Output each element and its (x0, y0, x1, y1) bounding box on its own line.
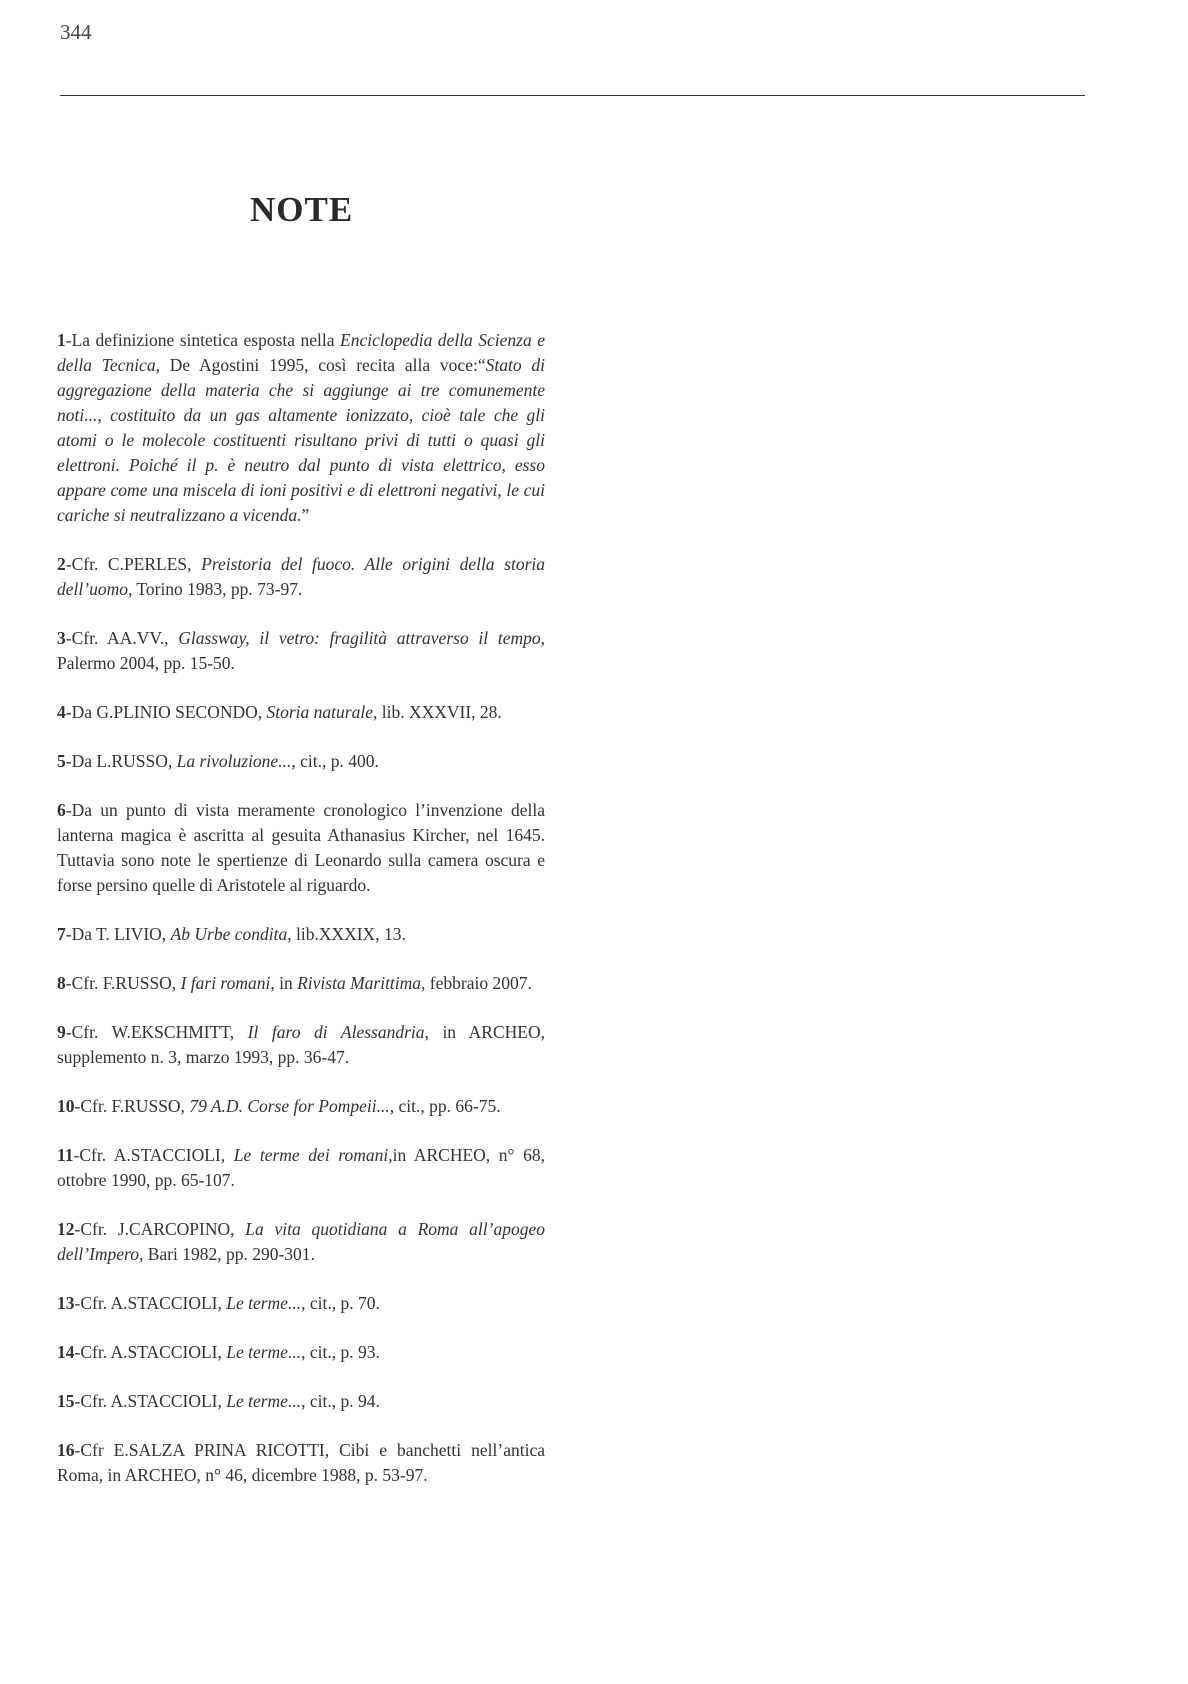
footnote-number: 2 (57, 554, 66, 574)
footnote-2 (57, 552, 545, 602)
footnote-citation-italic: I fari romani (180, 973, 271, 993)
footnote-citation-italic: Le terme... (226, 1391, 302, 1411)
footnote-text: -Cfr. J.CARCOPINO, (74, 1219, 246, 1239)
footnote-text: , in ARCHEO, supplemento n. 3, marzo 1993, pp. 36-47. (57, 1022, 545, 1067)
footnote-number: 9 (57, 1022, 66, 1042)
footnote-text: ” (301, 505, 310, 525)
footnote-number: 10 (57, 1096, 75, 1116)
footnote-citation-italic: Il faro di Alessandria (247, 1022, 425, 1042)
footnote-text: -Cfr E.SALZA PRINA RICOTTI, Cibi e banchetti nell’antica Roma, in ARCHEO, n° 46, dicembre 1988, p. 53-97. (57, 1440, 545, 1485)
footnote-9 (57, 1020, 545, 1070)
footnote-citation-italic: Stato di aggregazione della materia che si aggiunge ai tre comunemente noti..., costituito da un gas altamente ionizzato, cioè tale che gli atomi o le molecole costituenti risultano privi di tutti o quasi gli elettroni. Poiché il p. è neutro dal punto di vista elettrico, esso appare come una miscela di ioni positivi e di elettroni negativi, le cui cariche si neutralizzano a vicenda. (57, 355, 545, 525)
footnote-citation-italic: Glassway, il vetro: fragilità attraverso il tempo (178, 628, 541, 648)
header-rule (60, 95, 1085, 96)
footnote-number: 16 (57, 1440, 75, 1460)
footnote-citation-italic: Preistoria del fuoco. Alle origini della storia dell’uomo, (57, 554, 545, 599)
footnote-8 (57, 971, 545, 996)
footnote-text: -Da G.PLINIO SECONDO, (65, 702, 267, 722)
footnote-text: -La definizione sintetica esposta nella (65, 330, 340, 350)
footnote-text: Bari 1982, pp. 290-301. (143, 1244, 315, 1264)
footnote-text: , cit., p. 94. (301, 1391, 380, 1411)
footnote-number: 13 (57, 1293, 75, 1313)
footnote-text: -Cfr. AA.VV., (65, 628, 179, 648)
footnote-citation-italic: Le terme dei romani, (233, 1145, 393, 1165)
footnote-text: , lib. XXXVII, 28. (372, 702, 502, 722)
footnote-text: -Cfr. F.RUSSO, (65, 973, 181, 993)
footnote-number: 7 (57, 924, 66, 944)
footnote-number: 8 (57, 973, 66, 993)
footnote-text: -Da un punto di vista meramente cronologico l’invenzione della lanterna magica è ascritta al gesuita Athanasius Kircher, nel 1645. Tuttavia sono note le spertienze di Leonardo sulla camera oscura e forse persino quelle di Aristotele al riguardo. (57, 800, 545, 895)
footnote-citation-italic: Storia naturale (266, 702, 373, 722)
footnote-number: 12 (57, 1219, 75, 1239)
footnote-4 (57, 700, 545, 725)
footnote-6 (57, 798, 545, 898)
footnote-text: -Cfr. W.EKSCHMITT, (65, 1022, 248, 1042)
footnote-citation-italic: La rivoluzione... (176, 751, 292, 771)
footnote-citation-italic: La vita quotidiana a Roma all’apogeo dell’Impero, (57, 1219, 545, 1264)
footnote-number: 5 (57, 751, 66, 771)
footnote-number: 11 (57, 1145, 74, 1165)
footnote-15 (57, 1389, 545, 1414)
footnote-number: 4 (57, 702, 66, 722)
footnote-1 (57, 328, 545, 528)
footnote-text: , cit., p. 70. (301, 1293, 380, 1313)
footnote-14 (57, 1340, 545, 1365)
footnote-text: -Cfr. A.STACCIOLI, (74, 1391, 227, 1411)
footnote-citation-italic: Rivista Marittima, (297, 973, 426, 993)
footnote-text: -Cfr. F.RUSSO, (74, 1096, 190, 1116)
footnote-text: -Da T. LIVIO, (65, 924, 171, 944)
footnote-text: -Cfr. A.STACCIOLI, (74, 1342, 227, 1362)
footnote-number: 15 (57, 1391, 75, 1411)
footnote-3 (57, 626, 545, 676)
footnote-citation-italic: Le terme... (226, 1342, 302, 1362)
footnote-7 (57, 922, 545, 947)
footnote-text: , De Agostini 1995, così recita alla voce:“ (155, 355, 486, 375)
footnote-citation-italic: 79 A.D. Corse for Pompeii... (189, 1096, 390, 1116)
footnote-text: lib.XXXIX, 13. (291, 924, 406, 944)
footnote-text: -Cfr. A.STACCIOLI, (74, 1293, 227, 1313)
page-title: NOTE (250, 190, 354, 229)
footnote-citation-italic: Le terme... (226, 1293, 302, 1313)
footnote-number: 3 (57, 628, 66, 648)
footnote-text: , Palermo 2004, pp. 15-50. (57, 628, 545, 673)
footnote-text: , in (270, 973, 298, 993)
footnote-number: 14 (57, 1342, 75, 1362)
footnote-5 (57, 749, 545, 774)
footnote-text: Torino 1983, pp. 73-97. (132, 579, 303, 599)
footnote-citation-italic: Ab Urbe condita, (170, 924, 292, 944)
footnote-number: 1 (57, 330, 66, 350)
page-number: 344 (60, 20, 92, 44)
footnote-text: -Da L.RUSSO, (65, 751, 177, 771)
footnote-12 (57, 1217, 545, 1267)
notes-list (57, 328, 545, 1512)
footnote-16 (57, 1438, 545, 1488)
footnote-citation-italic: Enciclopedia della Scienza e della Tecnica (57, 330, 545, 375)
footnote-text: febbraio 2007. (425, 973, 532, 993)
footnote-text: , cit., p. 400. (291, 751, 379, 771)
footnote-text: -Cfr. A.STACCIOLI, (73, 1145, 234, 1165)
footnote-text: , cit., p. 93. (301, 1342, 380, 1362)
footnote-10 (57, 1094, 545, 1119)
footnote-13 (57, 1291, 545, 1316)
footnote-number: 6 (57, 800, 66, 820)
footnote-text: in ARCHEO, n° 68, ottobre 1990, pp. 65-107. (57, 1145, 546, 1190)
footnote-text: , cit., pp. 66-75. (389, 1096, 501, 1116)
footnote-text: -Cfr. C.PERLES, (65, 554, 202, 574)
footnote-11 (57, 1143, 545, 1193)
